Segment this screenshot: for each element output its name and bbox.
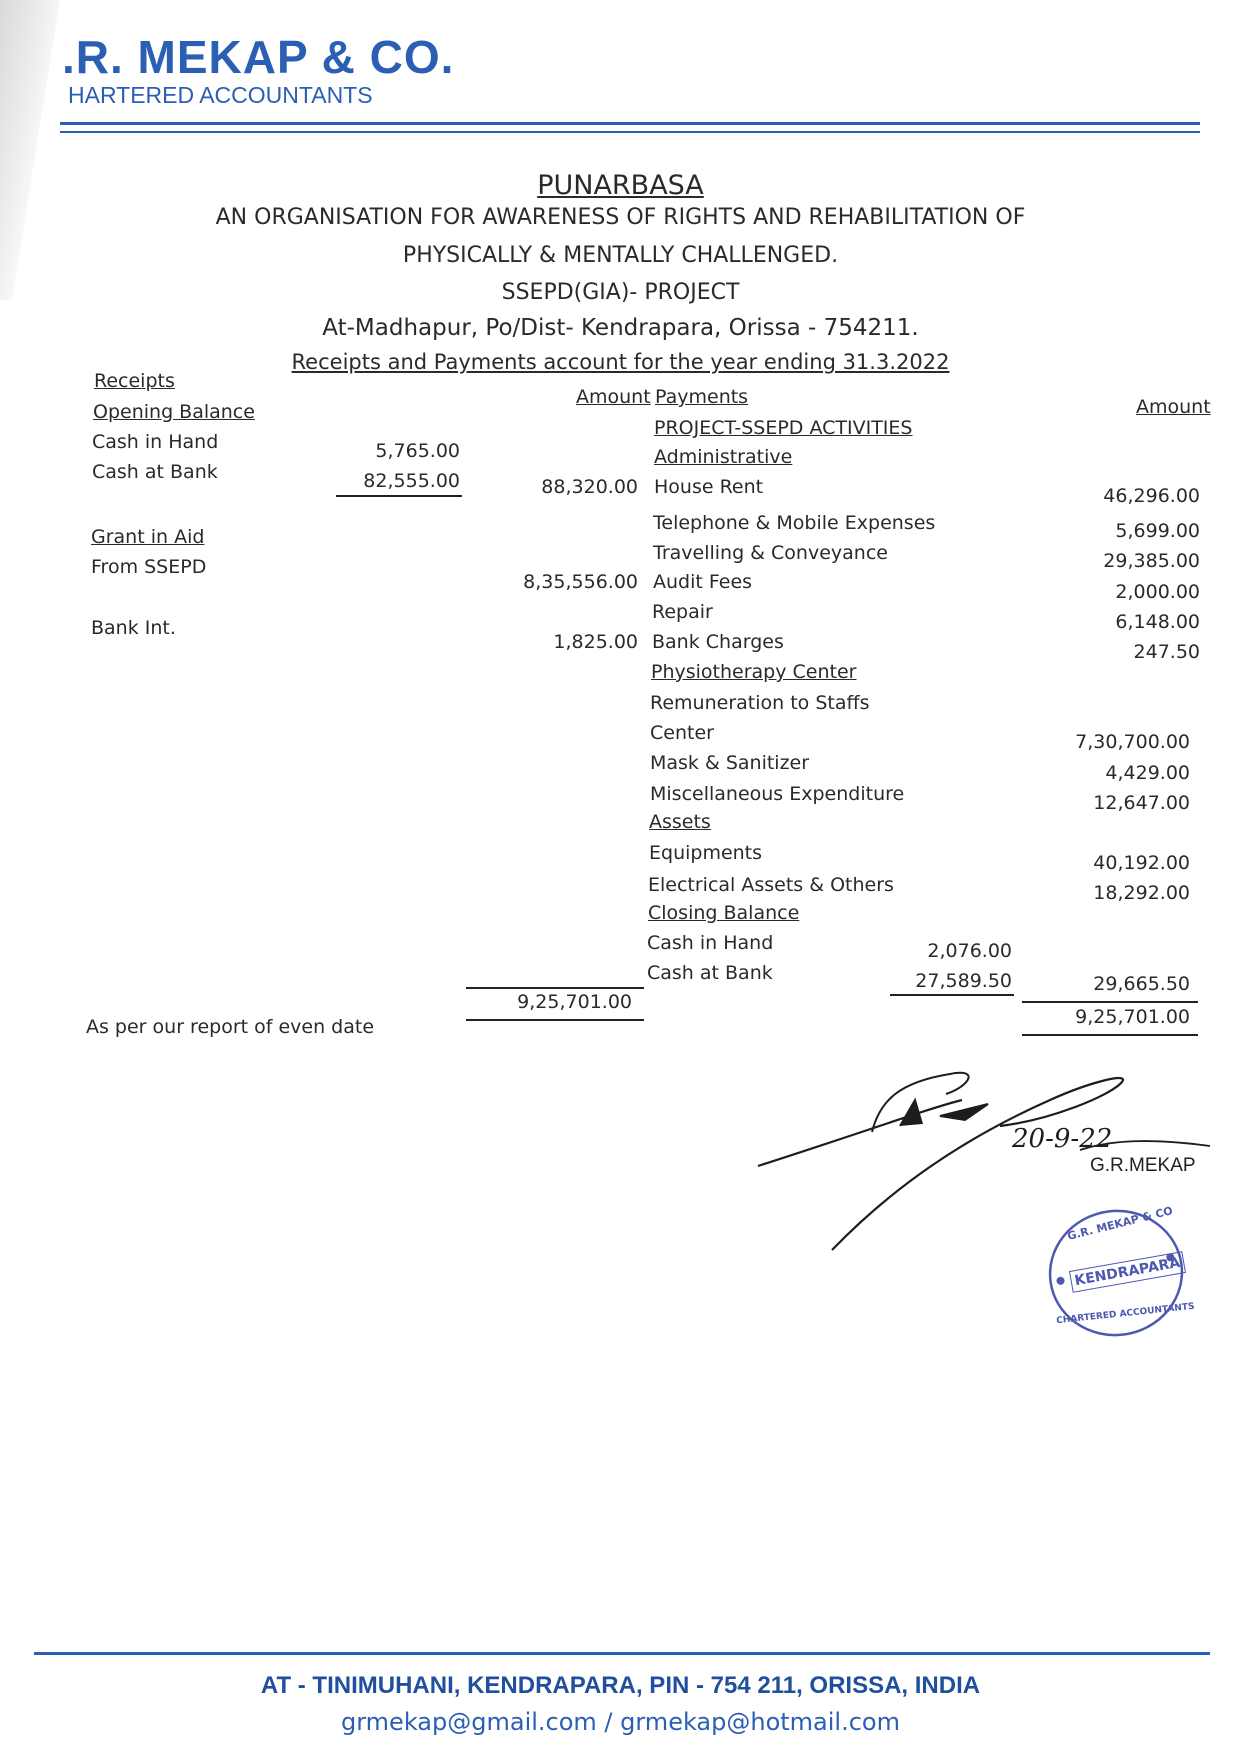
letterhead-rule-top (60, 122, 1200, 125)
electrical-label: Electrical Assets & Others (648, 874, 894, 896)
ob-cash-in-hand-amount: 5,765.00 (375, 440, 460, 462)
org-desc-line-2: PHYSICALLY & MENTALLY CHALLENGED. (402, 243, 839, 268)
center-label: Center (650, 722, 714, 744)
equipments-label: Equipments (649, 842, 763, 864)
grant-in-aid-label: Grant in Aid (91, 526, 205, 548)
misc-label: Miscellaneous Expenditure (650, 783, 905, 805)
receipts-total-rule-top (466, 987, 644, 989)
receipts-heading: Receipts (94, 370, 175, 392)
receipts-total-amount: 9,25,701.00 (517, 991, 632, 1013)
payments-total-amount: 9,25,701.00 (1075, 1006, 1190, 1028)
remuneration-label: Remuneration to Staffs (650, 692, 870, 714)
repair-amount: 6,148.00 (1115, 611, 1200, 633)
signature-date: 20-9-22 (1012, 1124, 1113, 1154)
firm-stamp (1042, 1203, 1195, 1343)
org-name: PUNARBASA (537, 170, 704, 201)
house-rent-amount: 46,296.00 (1103, 485, 1200, 507)
cb-cash-at-bank-amount: 27,589.50 (915, 970, 1012, 992)
stamp-top-text: G.R. MEKAP & CO (1066, 1204, 1175, 1243)
ob-cash-at-bank-label: Cash at Bank (92, 461, 218, 483)
bank-int-label: Bank Int. (91, 617, 176, 639)
org-desc-line-1: AN ORGANISATION FOR AWARENESS OF RIGHTS AND REHABILITATION OF (215, 205, 1026, 230)
closing-total-amount: 29,665.50 (1093, 973, 1190, 995)
opening-total-amount: 88,320.00 (541, 476, 638, 498)
stamp-bottom-text: CHARTERED ACCOUNTANTS (1055, 1301, 1195, 1327)
remuneration-amount: 7,30,700.00 (1075, 731, 1190, 753)
cb-cash-in-hand-amount: 2,076.00 (927, 940, 1012, 962)
footer-emails: grmekap@gmail.com / grmekap@hotmail.com (341, 1708, 900, 1736)
closing-balance-heading: Closing Balance (648, 902, 800, 924)
payments-total-rule-bottom (1022, 1034, 1198, 1036)
cb-cash-in-hand-label: Cash in Hand (647, 932, 774, 954)
statement-title: Receipts and Payments account for the year ending 31.3.2022 (291, 350, 950, 374)
physiotherapy-heading: Physiotherapy Center (651, 661, 857, 683)
project-activities-heading: PROJECT-SSEPD ACTIVITIES (654, 417, 913, 439)
equipments-amount: 40,192.00 (1093, 852, 1190, 874)
org-address: At-Madhapur, Po/Dist- Kendrapara, Orissa - 754211. (322, 315, 919, 341)
grant-amount: 8,35,556.00 (523, 571, 638, 593)
telephone-amount: 5,699.00 (1115, 520, 1200, 542)
project-name: SSEPD(GIA)- PROJECT (501, 280, 740, 305)
amount-right-heading: Amount (1136, 396, 1211, 418)
administrative-heading: Administrative (654, 446, 793, 468)
stamp-center-text: KENDRAPARA (1069, 1251, 1186, 1293)
footer-rule (34, 1652, 1210, 1655)
cb-subtotal-rule (890, 994, 1014, 996)
signatory-name: G.R.MEKAP (1090, 1155, 1196, 1176)
misc-amount: 12,647.00 (1093, 792, 1190, 814)
mask-label: Mask & Sanitizer (650, 752, 810, 774)
letterhead-rule-bottom (60, 131, 1200, 133)
travelling-amount: 29,385.00 (1103, 550, 1200, 572)
travelling-label: Travelling & Conveyance (653, 542, 888, 564)
receipts-total-rule-bottom (466, 1019, 644, 1021)
ob-cash-in-hand-label: Cash in Hand (92, 431, 219, 453)
cb-cash-at-bank-label: Cash at Bank (647, 962, 773, 984)
house-rent-label: House Rent (654, 476, 764, 498)
repair-label: Repair (652, 601, 713, 623)
opening-balance-label: Opening Balance (93, 401, 255, 423)
from-ssepd-label: From SSEPD (91, 556, 207, 578)
report-note: As per our report of even date (86, 1016, 375, 1038)
amount-left-heading: Amount (576, 386, 651, 408)
ob-subtotal-rule (336, 495, 462, 497)
electrical-amount: 18,292.00 (1093, 882, 1190, 904)
bank-int-amount: 1,825.00 (553, 631, 638, 653)
bank-charges-amount: 247.50 (1133, 641, 1200, 663)
assets-heading: Assets (649, 811, 711, 833)
footer-address: AT - TINIMUHANI, KENDRAPARA, PIN - 754 211, ORISSA, INDIA (260, 1672, 981, 1699)
firm-subtitle: HARTERED ACCOUNTANTS (68, 82, 373, 108)
payments-total-rule-top (1022, 1001, 1198, 1003)
audit-fees-amount: 2,000.00 (1115, 581, 1200, 603)
mask-amount: 4,429.00 (1105, 762, 1190, 784)
bank-charges-label: Bank Charges (652, 631, 784, 653)
firm-name: .R. MEKAP & CO. (62, 31, 455, 83)
ob-cash-at-bank-amount: 82,555.00 (363, 470, 460, 492)
audit-fees-label: Audit Fees (653, 571, 753, 593)
payments-heading: Payments (655, 386, 749, 408)
telephone-label: Telephone & Mobile Expenses (653, 512, 936, 534)
